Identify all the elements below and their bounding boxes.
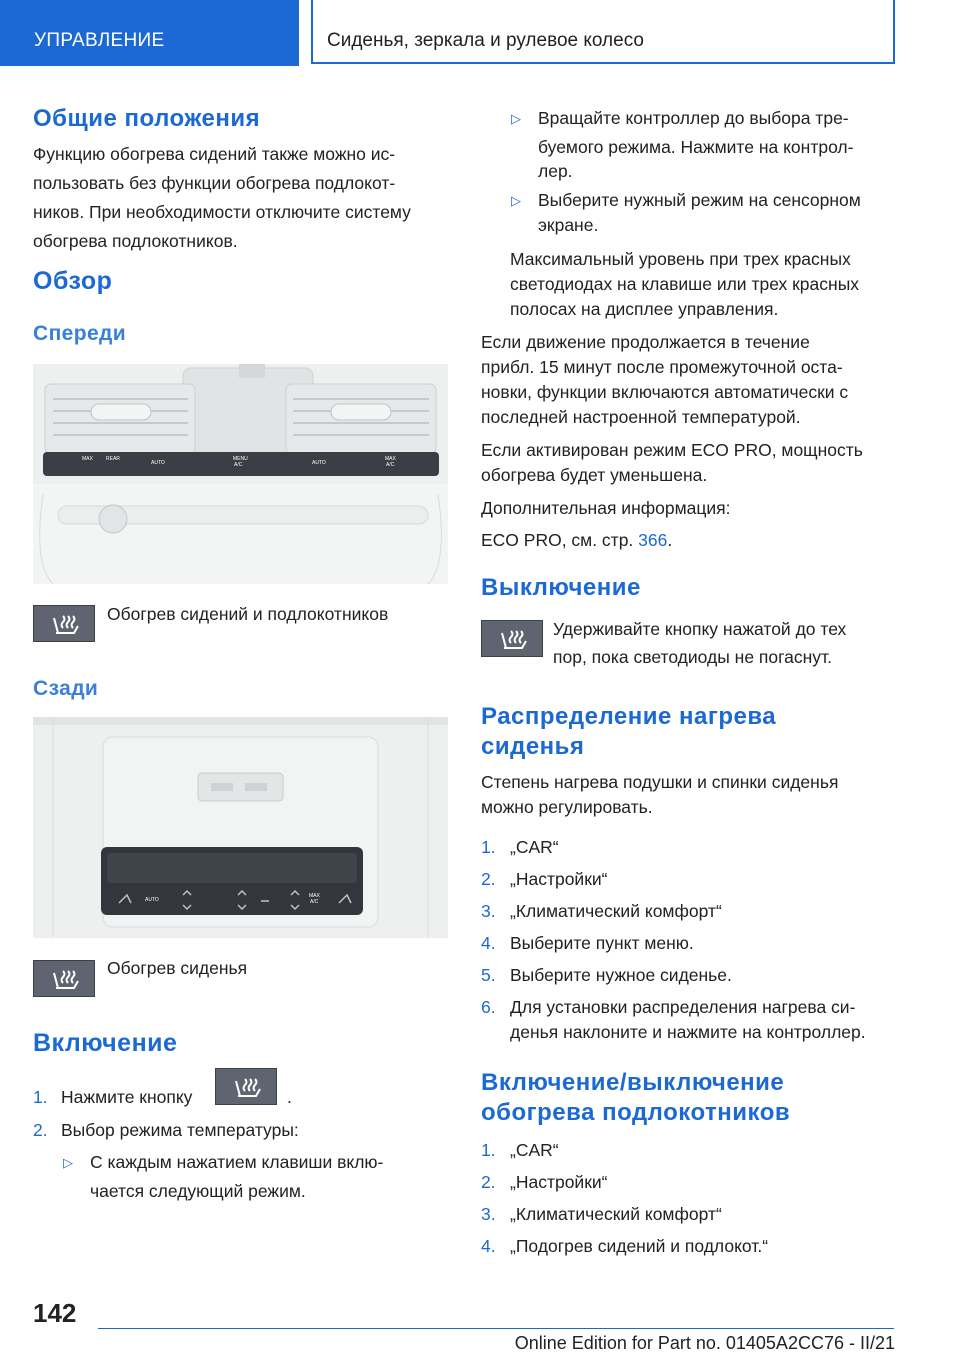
seat-heating-icon: [33, 960, 95, 997]
step-number: 3.: [481, 1204, 496, 1224]
bullet-line: лер.: [538, 161, 573, 181]
page-number: 142: [33, 1298, 77, 1328]
panel-label: MAX: [385, 456, 396, 462]
panel-label: AUTO: [151, 460, 165, 466]
step-number: 2.: [33, 1120, 48, 1140]
seat-heating-icon: [215, 1068, 277, 1105]
bullet-line: экране.: [538, 215, 599, 235]
dist-step-cont: денья наклоните и нажмите на контроллер.: [510, 1022, 866, 1042]
dist-step: „Настройки“: [510, 869, 608, 889]
step-number: 1.: [481, 1140, 496, 1160]
chapter-header: [311, 0, 895, 64]
general-title: Общие положения: [33, 105, 261, 132]
step-number: 1.: [481, 837, 496, 857]
panel-label: A/C: [310, 899, 319, 905]
step-number: 2.: [481, 1172, 496, 1192]
front-console-photo: [33, 364, 448, 584]
step-number: 4.: [481, 1236, 496, 1256]
overview-title: Обзор: [33, 267, 113, 295]
panel-label: REAR: [106, 456, 120, 462]
step-number: 6.: [481, 997, 496, 1017]
max-level-line: Максимальный уровень при трех красных: [510, 249, 851, 269]
auto-off-line: последней настроенной температурой.: [481, 407, 801, 427]
panel-label: AUTO: [145, 897, 159, 903]
panel-label: MAX: [82, 456, 93, 462]
rear-console-photo: [33, 717, 448, 938]
arm-step: „Настройки“: [510, 1172, 608, 1192]
auto-off-line: прибл. 15 минут после промежуточной оста-: [481, 357, 843, 377]
general-paragraph: [33, 140, 453, 256]
footer-edition: Online Edition for Part no. 01405A2CC76 - II/21: [514, 1333, 895, 1353]
triangle-bullet-icon: ▷: [511, 111, 521, 126]
front-title: Спереди: [33, 322, 127, 345]
panel-label: A/C: [386, 462, 395, 468]
bullet-line: Выберите нужный режим на сенсорном: [538, 190, 861, 210]
dist-title: Распределение нагрева: [481, 703, 777, 730]
on-step-1-tail: .: [287, 1087, 292, 1107]
auto-off-line: Если движение продолжается в течение: [481, 332, 810, 352]
front-console-illustration: [33, 364, 448, 584]
eco-line: обогрева будет уменьшена.: [481, 465, 708, 485]
on-sub-line: чается следующий режим.: [90, 1181, 306, 1201]
step-number: 2.: [481, 869, 496, 889]
general-line: пользовать без функции обогрева подлокот-: [33, 173, 396, 193]
dist-title: сиденья: [481, 733, 585, 760]
on-title: Включение: [33, 1029, 178, 1057]
panel-label: A/C: [234, 462, 243, 468]
max-level-line: светодиодах на клавише или трех красных: [510, 274, 860, 294]
step-number: 4.: [481, 933, 496, 953]
more-info: Дополнительная информация:: [481, 498, 731, 518]
eco-ref-prefix: ECO PRO, см. стр.: [481, 530, 634, 550]
front-caption: Обогрев сидений и подлокотников: [107, 604, 389, 624]
section-label: УПРАВЛЕНИЕ: [34, 30, 165, 51]
off-line: Удерживайте кнопку нажатой до тех: [553, 619, 847, 639]
dist-step: „Климатический комфорт“: [510, 901, 722, 921]
general-line: обогрева подлокотников.: [33, 231, 238, 251]
panel-label: MAX: [309, 893, 320, 899]
seat-heating-icon: [481, 620, 543, 657]
bullet-line: буемого режима. Нажмите на контрол-: [538, 137, 854, 157]
arm-step: „Подогрев сидений и подлокот.“: [510, 1236, 769, 1256]
arm-step: „CAR“: [510, 1140, 559, 1160]
bullet-line: Вращайте контроллер до выбора тре-: [538, 108, 849, 128]
footer-divider: [98, 1328, 894, 1329]
dist-step: Выберите пункт меню.: [510, 933, 694, 953]
general-line: ников. При необходимости отключите систему: [33, 202, 411, 222]
arm-step: „Климатический комфорт“: [510, 1204, 722, 1224]
on-step-2: Выбор режима температуры:: [61, 1120, 299, 1140]
arm-title: обогрева подлокотников: [481, 1099, 791, 1126]
chapter-label: Сиденья, зеркала и рулевое колесо: [327, 30, 644, 51]
seat-heating-icon: [33, 605, 95, 642]
on-sub-line: С каждым нажатием клавиши вклю-: [90, 1152, 384, 1172]
eco-ref-suffix: .: [667, 530, 673, 550]
step-number: 1.: [33, 1087, 48, 1107]
rear-title: Сзади: [33, 677, 99, 700]
dist-line: можно регулировать.: [481, 797, 653, 817]
step-number: 5.: [481, 965, 496, 985]
section-tab: [0, 0, 299, 66]
arm-title: Включение/выключение: [481, 1069, 785, 1096]
rear-caption: Обогрев сиденья: [107, 958, 248, 978]
dist-step: Выберите нужное сиденье.: [510, 965, 732, 985]
on-step-1: Нажмите кнопку: [61, 1087, 193, 1107]
panel-label: AUTO: [312, 460, 326, 466]
step-number: 3.: [481, 901, 496, 921]
eco-reference: [481, 526, 672, 555]
max-level-line: полосах на дисплее управления.: [510, 299, 779, 319]
general-line: Функцию обогрева сидений также можно ис-: [33, 144, 396, 164]
triangle-bullet-icon: ▷: [63, 1155, 73, 1170]
page-link[interactable]: 366: [638, 530, 668, 550]
off-line: пор, пока светодиоды не погаснут.: [553, 647, 832, 667]
dist-step: „CAR“: [510, 837, 559, 857]
auto-off-line: новки, функции включаются автоматически с: [481, 382, 849, 402]
triangle-bullet-icon: ▷: [511, 193, 521, 208]
dist-line: Степень нагрева подушки и спинки сиденья: [481, 772, 839, 792]
off-title: Выключение: [481, 574, 641, 601]
panel-label: MENU: [233, 456, 248, 462]
dist-step: Для установки распределения нагрева си-: [510, 997, 856, 1017]
rear-console-illustration: [33, 717, 448, 938]
eco-line: Если активирован режим ECO PRO, мощность: [481, 440, 863, 460]
